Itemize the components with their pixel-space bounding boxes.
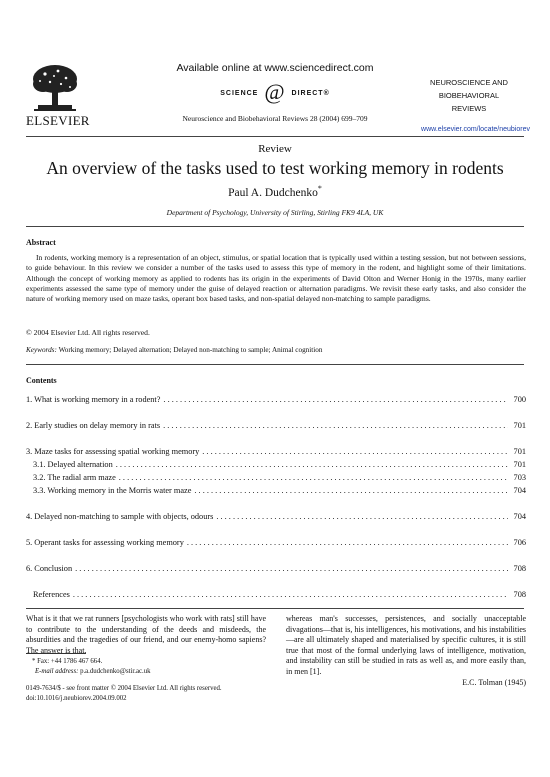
abstract-text (26, 253, 526, 304)
toc-subentry[interactable] (33, 486, 526, 498)
toc-subentry[interactable] (33, 473, 526, 485)
keywords-list: Working memory; Delayed alternation; Delayed non-matching to sample; Animal cognition (58, 346, 323, 354)
email-address[interactable]: p.a.dudchenko@stir.ac.uk (80, 667, 151, 675)
toc-page: 701 (513, 447, 526, 456)
epigraph-right-column (286, 614, 526, 689)
toc-label: 3.3. Working memory in the Morris water maze (33, 486, 192, 495)
header-divider (26, 136, 524, 137)
toc-page: 701 (513, 460, 526, 469)
sd-at-icon: @ (264, 79, 286, 104)
doi-line[interactable]: doi:10.1016/j.neubiorev.2004.09.002 (26, 694, 127, 702)
journal-name (414, 76, 524, 115)
toc-subentry[interactable] (33, 460, 526, 472)
toc-label: 3.1. Delayed alternation (33, 460, 113, 469)
available-online-text: Available online at www.sciencedirect.com (176, 62, 374, 74)
contents-divider (26, 608, 524, 609)
toc-page: 701 (513, 421, 526, 430)
author-footnote-mark[interactable]: * (317, 184, 322, 193)
journal-name-line: BIOBEHAVIORAL (438, 91, 500, 100)
author-name: Paul A. Dudchenko (228, 186, 318, 199)
issn-block (26, 684, 222, 703)
abstract-copyright: © 2004 Elsevier Ltd. All rights reserved. (26, 328, 150, 337)
journal-url-link[interactable]: www.elsevier.com/locate/neubiorev (421, 126, 530, 133)
toc-entry[interactable] (26, 421, 526, 433)
toc-entry[interactable] (26, 447, 526, 459)
epigraph-left-text: What is it that we rat runners [psychologists who work with rats] still have to contribute to the understanding of the deeds and misdeeds, the absurdities and the tragedies of our friend, and our enemy-homo sapiens? The answer is that, (26, 614, 266, 655)
toc-label: References (33, 590, 70, 599)
epigraph-left-column (26, 614, 266, 656)
publisher-name: ELSEVIER (26, 113, 90, 128)
toc-page: 708 (513, 564, 526, 573)
toc-page: 706 (513, 538, 526, 547)
abstract-paragraph: In rodents, working memory is a representation of an object, stimulus, or spatial location that is typically used within a testing session, but not between sessions, to guide behaviour. In this review we consider a number of the tasks used to assess this type of memory in the rodent, and highlight some of their limitations. Although the concept of working memory as applied to rodents has its origin in the experiments of David Olton and Werner Honig in the 1970s, many earlier experiments assessed the same type of memory under the guise of delayed reaction or alternation paradigms. We revisit these early tasks, and also consider the nature of working memory used on maze tasks, operant box based tasks, and non-spatial delayed non-matching to sample paradigms. (26, 253, 526, 304)
toc-label: 3.2. The radial arm maze (33, 473, 116, 482)
epigraph-attribution: E.C. Tolman (1945) (462, 678, 526, 687)
toc-entry[interactable] (26, 538, 526, 550)
toc-label: 4. Delayed non-matching to sample with objects, odours (26, 512, 214, 521)
issn-line: 0149-7634/$ - see front matter © 2004 Elsevier Ltd. All rights reserved. (26, 685, 222, 692)
abstract-divider (26, 364, 524, 365)
footnote-divider (26, 653, 86, 654)
toc-page: 704 (513, 512, 526, 521)
toc-page: 703 (513, 473, 526, 482)
toc-label: 6. Conclusion (26, 564, 73, 573)
footnote-email-line (26, 667, 266, 677)
article-title: An overview of the tasks used to test working memory in rodents (46, 158, 504, 178)
sd-right: DIRECT® (291, 90, 330, 97)
toc-label: 2. Early studies on delay memory in rats (26, 421, 161, 430)
journal-reference: Neuroscience and Biobehavioral Reviews 28 (2004) 699–709 (182, 114, 368, 123)
toc-page: 700 (513, 395, 526, 404)
toc-entry[interactable] (26, 564, 526, 576)
toc-page: 704 (513, 486, 526, 495)
email-label: E-mail address: (35, 667, 79, 675)
affiliation: Department of Psychology, University of Stirling, Stirling FK9 4LA, UK (166, 208, 384, 217)
footnote-fax: * Fax: +44 1786 467 664. (32, 658, 103, 665)
contents-heading: Contents (26, 376, 57, 385)
epigraph-right-text: whereas man's successes, persistences, and socially unacceptable divagations—that is, his intelligences, his motivations, and his instabilities—are all ultimately shaped and materialised by specific cultures, it is still true that most of the formal underlying laws of intelligence, motivation, and instability can still be studied in rats as well as, and more easily than, in men [1]. (286, 614, 526, 676)
toc-label: 5. Operant tasks for assessing working memory (26, 538, 184, 547)
toc-entry[interactable] (33, 590, 526, 602)
journal-name-line: NEUROSCIENCE AND (430, 78, 508, 87)
journal-name-line: REVIEWS (451, 104, 487, 113)
author-footnote (26, 657, 266, 676)
toc-entry[interactable] (26, 512, 526, 524)
toc-entry[interactable] (26, 395, 526, 407)
title-divider (26, 226, 524, 227)
toc-page: 708 (513, 590, 526, 599)
keywords (26, 346, 322, 354)
sd-left: SCIENCE (220, 90, 259, 97)
keywords-label: Keywords: (26, 346, 57, 354)
toc-label: 1. What is working memory in a rodent? (26, 395, 161, 404)
section-type: Review (258, 143, 292, 155)
author-line (0, 184, 550, 199)
abstract-heading: Abstract (26, 238, 56, 247)
toc-label: 3. Maze tasks for assessing spatial working memory (26, 447, 200, 456)
